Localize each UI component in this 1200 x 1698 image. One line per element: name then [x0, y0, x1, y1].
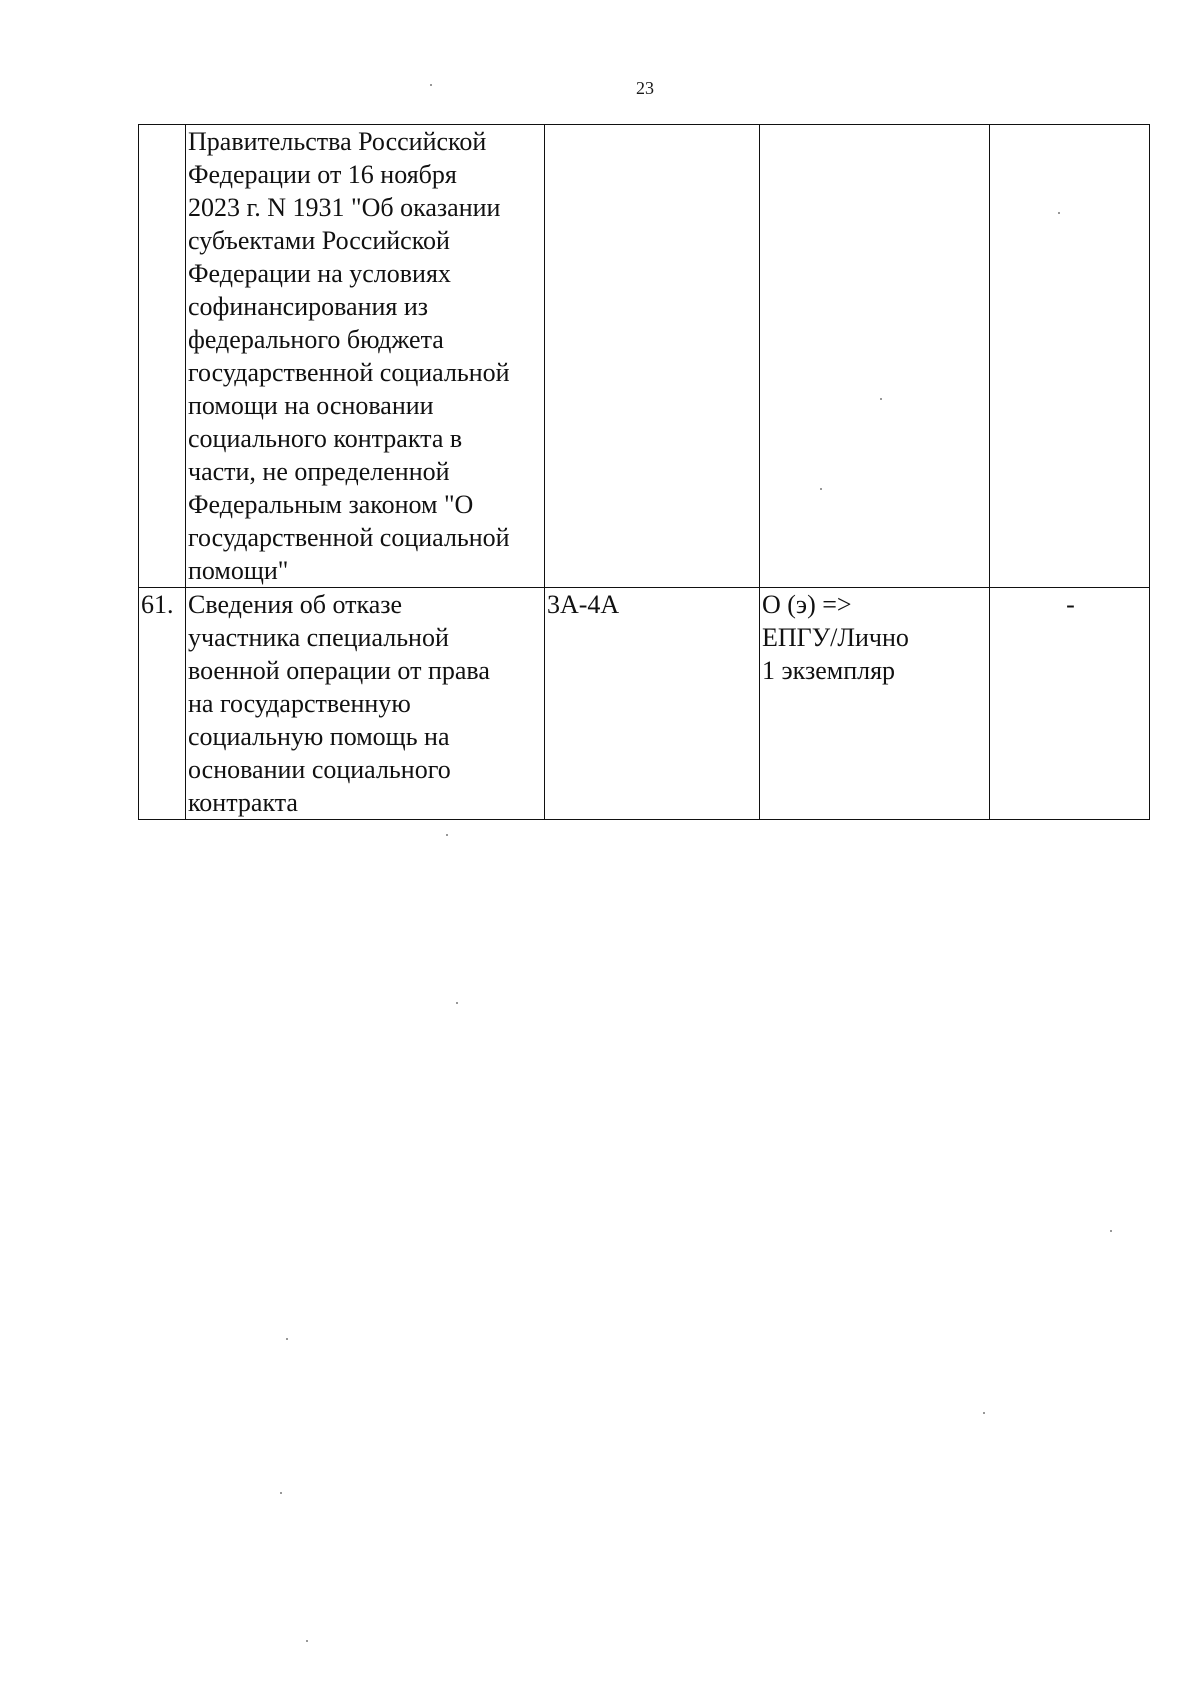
- page-number: 23: [636, 78, 654, 98]
- name-line: участника специальной: [188, 623, 449, 652]
- name-line: помощи": [188, 556, 289, 585]
- scan-speck: [1058, 212, 1060, 214]
- scan-speck: [456, 1002, 458, 1004]
- cell-form: [760, 588, 990, 820]
- cell-code-empty: [545, 125, 760, 588]
- scan-speck: [306, 1640, 308, 1642]
- form-line: 1 экземпляр: [762, 656, 896, 685]
- name-line: контракта: [188, 788, 298, 817]
- name-line: на государственную: [188, 689, 411, 718]
- name-line: Сведения об отказе: [188, 590, 403, 619]
- cell-number-empty: [139, 125, 186, 588]
- scan-speck: [286, 1338, 288, 1340]
- name-line: помощи на основании: [188, 391, 434, 420]
- cell-form-empty: [760, 125, 990, 588]
- table-row-continued: [139, 125, 1150, 588]
- form-line: О (э) =>: [762, 590, 852, 619]
- name-line: государственной социальной: [188, 358, 510, 387]
- cell-last: -: [990, 588, 1150, 820]
- cell-number: 61.: [139, 588, 186, 820]
- name-line: 2023 г. N 1931 "Об оказании: [188, 193, 501, 222]
- scan-speck: [280, 1492, 282, 1494]
- name-line: софинансирования из: [188, 292, 429, 321]
- name-line: социальную помощь на: [188, 722, 450, 751]
- name-line: субъектами Российской: [188, 226, 450, 255]
- name-line: социального контракта в: [188, 424, 463, 453]
- scan-speck: [430, 84, 432, 86]
- name-line: Федерации на условиях: [188, 259, 451, 288]
- name-line: Правительства Российской: [188, 127, 487, 156]
- name-line: части, не определенной: [188, 457, 450, 486]
- cell-name-continued: [186, 125, 545, 588]
- form-line: ЕПГУ/Лично: [762, 623, 909, 652]
- cell-code: 3А-4А: [545, 588, 760, 820]
- table-row-61: [139, 588, 1150, 820]
- name-line: Федерации от 16 ноября: [188, 160, 457, 189]
- scan-speck: [446, 834, 448, 836]
- scan-speck: [880, 398, 882, 400]
- name-line: военной операции от права: [188, 656, 490, 685]
- cell-name: [186, 588, 545, 820]
- scan-speck: [983, 1412, 985, 1414]
- name-line: государственной социальной: [188, 523, 510, 552]
- scan-speck: [1110, 1230, 1112, 1232]
- name-line: основании социального: [188, 755, 451, 784]
- document-table: [138, 124, 1150, 820]
- cell-last-empty: [990, 125, 1150, 588]
- name-line: Федеральным законом "О: [188, 490, 474, 519]
- scan-speck: [820, 488, 822, 490]
- name-line: федерального бюджета: [188, 325, 444, 354]
